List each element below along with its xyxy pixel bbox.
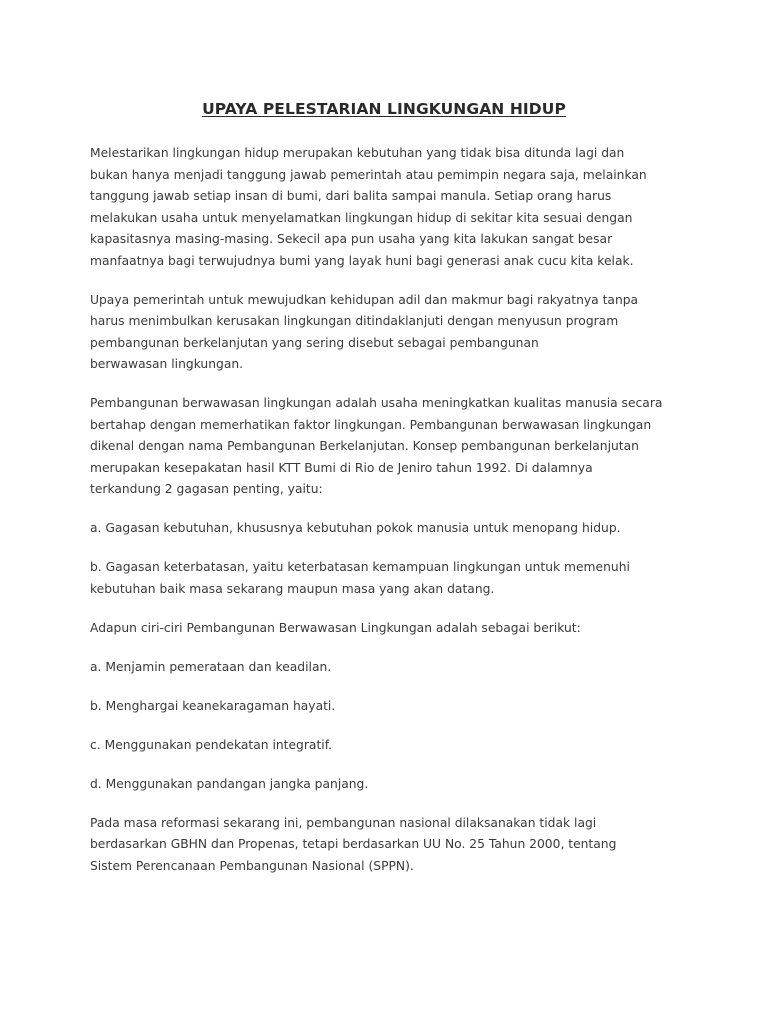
paragraph-sustainable-development: Pembangunan berwawasan lingkungan adalah usaha meningkatkan kualitas manusia secara bertahap dengan memerhatikan faktor lingkungan. Pembangunan berwawasan lingkungan dikenal dengan nama Pembangunan Berkelanjutan. Konsep pembangunan berkelanjutan merupakan kesepakatan hasil KTT Bumi di Rio de Jeniro tahun 1992. Di dalamnya terkandung 2 gagasan penting, yaitu: [90, 396, 663, 496]
list-item-characteristic-c: c. Menggunakan pendekatan integratif. [90, 737, 333, 752]
list-item-idea-b: b. Gagasan keterbatasan, yaitu keterbatasan kemampuan lingkungan untuk memenuhi kebutuhan baik masa sekarang maupun masa yang akan datang. [90, 560, 630, 596]
document-body [90, 143, 715, 895]
paragraph-characteristics-intro: Adapun ciri-ciri Pembangunan Berwawasan Lingkungan adalah sebagai berikut: [90, 620, 581, 635]
paragraph-reform-era: Pada masa reformasi sekarang ini, pembangunan nasional dilaksanakan tidak lagi berdasarkan GBHN dan Propenas, tetapi berdasarkan UU No. 25 Tahun 2000, tentang Sistem Perencanaan Pembangunan Nasional (SPPN). [90, 815, 617, 873]
list-item-characteristic-a: a. Menjamin pemerataan dan keadilan. [90, 659, 332, 674]
paragraph-intro: Melestarikan lingkungan hidup merupakan kebutuhan yang tidak bisa ditunda lagi dan bukan hanya menjadi tanggung jawab pemerintah atau pemimpin negara saja, melainkan tanggung jawab setiap insan di bumi, dari balita sampai manula. Setiap orang harus melakukan usaha untuk menyelamatkan lingkungan hidup di sekitar kita sesuai dengan kapasitasnya masing-masing. Sekecil apa pun usaha yang kita lakukan sangat besar manfaatnya bagi terwujudnya bumi yang layak huni bagi generasi anak cucu kita kelak. [90, 146, 647, 268]
list-item-characteristic-b: b. Menghargai keanekaragaman hayati. [90, 698, 336, 713]
paragraph-government-effort: Upaya pemerintah untuk mewujudkan kehidupan adil dan makmur bagi rakyatnya tanpa harus menimbulkan kerusakan lingkungan ditindaklanjuti dengan menyusun program pembangunan berkelanjutan yang sering disebut sebagai pembangunan berwawasan lingkungan. [90, 292, 639, 371]
document-title: UPAYA PELESTARIAN LINGKUNGAN HIDUP [202, 100, 566, 118]
list-item-idea-a: a. Gagasan kebutuhan, khususnya kebutuhan pokok manusia untuk menopang hidup. [90, 521, 621, 535]
list-item-characteristic-d: d. Menggunakan pandangan jangka panjang. [90, 776, 369, 791]
